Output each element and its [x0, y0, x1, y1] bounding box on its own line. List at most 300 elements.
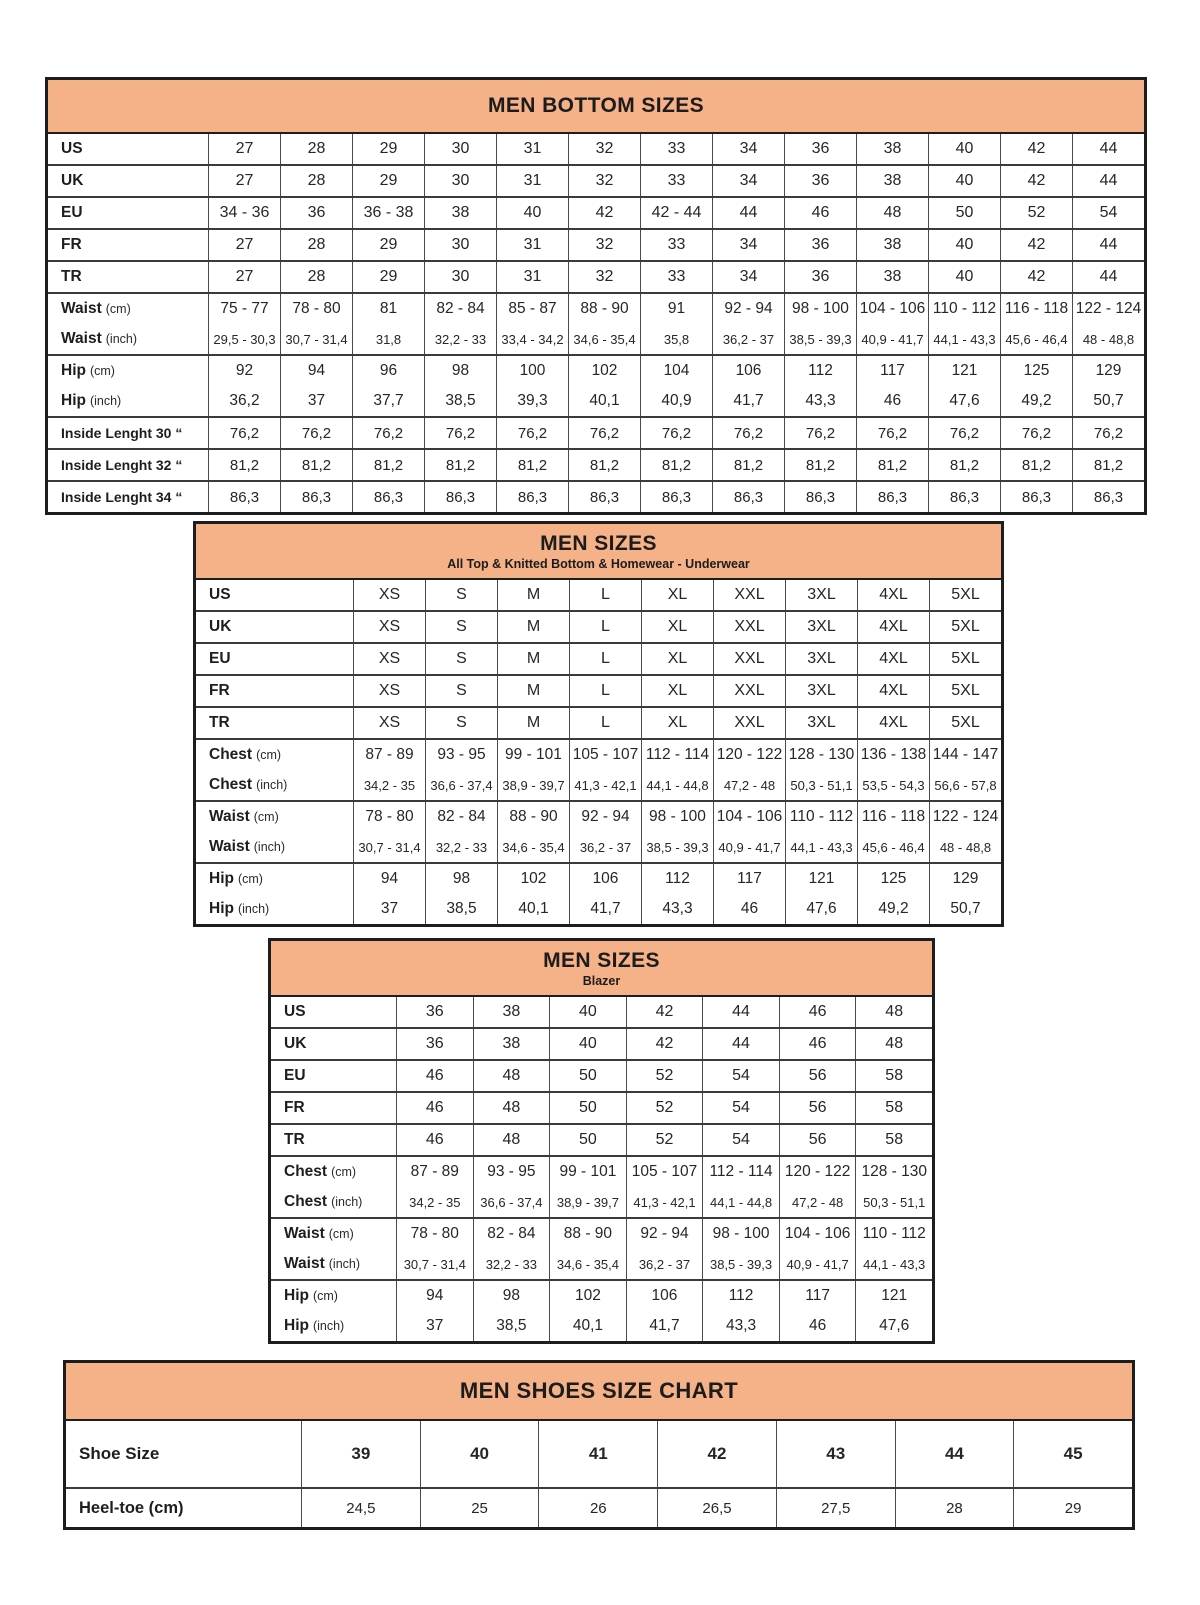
value-cell: 4XL [857, 580, 929, 610]
value-cell: XL [641, 676, 713, 706]
value-cell: 5XL [929, 580, 1001, 610]
value-cell: 81,2 [424, 450, 496, 480]
row-label: UK [209, 618, 232, 635]
value-cell: 96 [352, 356, 424, 386]
value-cell: 32 [568, 262, 640, 292]
table-row [48, 418, 1144, 448]
value-cell: 50,3 - 51,1 [785, 770, 857, 800]
value-cell: 42 [657, 1421, 776, 1487]
value-cell: 76,2 [280, 418, 352, 448]
row-label-cell [271, 1187, 396, 1217]
row-label: Hip [61, 392, 86, 409]
row-group [48, 260, 1144, 292]
value-cell: 106 [569, 864, 641, 894]
value-cell: 121 [785, 864, 857, 894]
value-cell: 46 [396, 1093, 473, 1123]
row-label: UK [284, 1035, 307, 1052]
value-cell: 28 [895, 1489, 1014, 1527]
value-cell: 32,2 - 33 [425, 832, 497, 862]
value-cell: 37 [280, 386, 352, 416]
value-cell: 41,3 - 42,1 [626, 1187, 703, 1217]
row-unit: (cm) [312, 1289, 338, 1303]
value-cell: 94 [280, 356, 352, 386]
value-cell: 121 [855, 1281, 932, 1311]
value-cell: L [569, 676, 641, 706]
row-unit: (inch) [237, 902, 270, 916]
value-cell: 44 [1072, 166, 1144, 196]
value-cell: 76,2 [1000, 418, 1072, 448]
row-label: EU [61, 204, 83, 221]
value-cell: 125 [1000, 356, 1072, 386]
row-group [271, 1155, 932, 1217]
value-cell: 33 [640, 262, 712, 292]
row-group [48, 164, 1144, 196]
row-label: Heel-toe (cm) [79, 1498, 184, 1517]
value-cell: 34,2 - 35 [353, 770, 425, 800]
value-cell: 50,7 [1072, 386, 1144, 416]
value-cell: 117 [713, 864, 785, 894]
value-cell: 52 [626, 1125, 703, 1155]
table-row [271, 1093, 932, 1123]
value-cell: 78 - 80 [280, 294, 352, 324]
table-row [271, 1125, 932, 1155]
value-cell: 54 [702, 1061, 779, 1091]
value-cell: XL [641, 644, 713, 674]
value-cell: 43,3 [702, 1311, 779, 1341]
value-cell: 92 [208, 356, 280, 386]
value-cell: 40 [928, 134, 1000, 164]
value-cell: 33 [640, 134, 712, 164]
value-cell: 76,2 [208, 418, 280, 448]
value-cell: 27 [208, 262, 280, 292]
value-cell: 76,2 [928, 418, 1000, 448]
row-label-cell [48, 418, 208, 448]
value-cell: 24,5 [301, 1489, 420, 1527]
row-unit: (inch) [253, 840, 286, 854]
row-group [196, 580, 1001, 610]
value-cell: 144 - 147 [929, 740, 1001, 770]
value-cell: 98 - 100 [784, 294, 856, 324]
table-row [271, 1157, 932, 1187]
value-cell: 81,2 [352, 450, 424, 480]
value-cell: 38,5 - 39,3 [702, 1249, 779, 1279]
value-cell: 110 - 112 [855, 1219, 932, 1249]
value-cell: 4XL [857, 708, 929, 738]
value-cell: 32,2 - 33 [473, 1249, 550, 1279]
row-unit: (inch) [105, 332, 138, 346]
value-cell: XXL [713, 676, 785, 706]
value-cell: 34 - 36 [208, 198, 280, 228]
value-cell: 48 - 48,8 [929, 832, 1001, 862]
row-label: UK [61, 172, 84, 189]
value-cell: 120 - 122 [779, 1157, 856, 1187]
value-cell: 76,2 [712, 418, 784, 448]
value-cell: 47,2 - 48 [779, 1187, 856, 1217]
value-cell: 34,2 - 35 [396, 1187, 473, 1217]
value-cell: 36,6 - 37,4 [473, 1187, 550, 1217]
value-cell: 42 [568, 198, 640, 228]
row-group [196, 642, 1001, 674]
value-cell: 85 - 87 [496, 294, 568, 324]
row-group [196, 706, 1001, 738]
value-cell: 100 [496, 356, 568, 386]
row-label-cell [66, 1421, 301, 1487]
row-label: TR [284, 1131, 305, 1148]
value-cell: 86,3 [712, 482, 784, 512]
table-subtitle: All Top & Knitted Bottom & Homewear - Underwear [447, 556, 750, 571]
row-label-cell [48, 324, 208, 354]
value-cell: 36 [396, 1029, 473, 1059]
value-cell: 3XL [785, 708, 857, 738]
row-label: Hip [209, 900, 234, 917]
value-cell: 41 [538, 1421, 657, 1487]
value-cell: 40,1 [549, 1311, 626, 1341]
value-cell: 86,3 [1000, 482, 1072, 512]
value-cell: 93 - 95 [425, 740, 497, 770]
value-cell: 29 [352, 262, 424, 292]
value-cell: 38,9 - 39,7 [549, 1187, 626, 1217]
row-group [271, 997, 932, 1027]
value-cell: 38 [473, 997, 550, 1027]
value-cell: 28 [280, 134, 352, 164]
value-cell: 81,2 [280, 450, 352, 480]
row-group [196, 800, 1001, 862]
value-cell: 121 [928, 356, 1000, 386]
table-row [196, 580, 1001, 610]
row-label-cell [48, 386, 208, 416]
value-cell: 46 [713, 894, 785, 924]
row-label: TR [61, 268, 82, 285]
value-cell: 30,7 - 31,4 [280, 324, 352, 354]
value-cell: 36,2 [208, 386, 280, 416]
value-cell: 88 - 90 [497, 802, 569, 832]
table-row [196, 894, 1001, 924]
value-cell: 81,2 [208, 450, 280, 480]
value-cell: 50 [549, 1093, 626, 1123]
row-label: US [61, 140, 83, 157]
value-cell: 128 - 130 [785, 740, 857, 770]
row-group [48, 448, 1144, 480]
value-cell: L [569, 580, 641, 610]
value-cell: 40 [496, 198, 568, 228]
value-cell: S [425, 676, 497, 706]
value-cell: 81,2 [784, 450, 856, 480]
table-row [196, 708, 1001, 738]
value-cell: 40,9 - 41,7 [856, 324, 928, 354]
value-cell: 112 - 114 [641, 740, 713, 770]
row-label-cell [48, 262, 208, 292]
row-label-cell [271, 1311, 396, 1341]
value-cell: 44 [702, 997, 779, 1027]
value-cell: 81,2 [496, 450, 568, 480]
value-cell: 76,2 [640, 418, 712, 448]
value-cell: 36 [784, 166, 856, 196]
value-cell: 34,6 - 35,4 [568, 324, 640, 354]
value-cell: 44 [702, 1029, 779, 1059]
table-men-bottom-sizes [45, 77, 1147, 515]
row-group [48, 134, 1144, 164]
row-unit: (inch) [89, 394, 122, 408]
table-row [196, 644, 1001, 674]
value-cell: 5XL [929, 644, 1001, 674]
value-cell: 50,3 - 51,1 [855, 1187, 932, 1217]
value-cell: 31 [496, 166, 568, 196]
value-cell: 40,1 [497, 894, 569, 924]
row-label: Hip [61, 362, 86, 379]
value-cell: 34,6 - 35,4 [549, 1249, 626, 1279]
row-label: Waist [284, 1225, 325, 1242]
value-cell: 38,5 - 39,3 [641, 832, 713, 862]
value-cell: 40,9 - 41,7 [713, 832, 785, 862]
value-cell: 98 - 100 [641, 802, 713, 832]
value-cell: 44 [712, 198, 784, 228]
table-row [271, 1311, 932, 1341]
value-cell: 110 - 112 [785, 802, 857, 832]
row-label: EU [209, 650, 231, 667]
value-cell: 38,5 [424, 386, 496, 416]
row-label-cell [271, 1093, 396, 1123]
value-cell: XS [353, 708, 425, 738]
value-cell: 33 [640, 230, 712, 260]
row-label-cell [196, 802, 353, 832]
table-row [271, 1187, 932, 1217]
table-row [48, 262, 1144, 292]
table-header [271, 941, 932, 997]
value-cell: 38 [856, 230, 928, 260]
value-cell: XL [641, 708, 713, 738]
value-cell: 29 [352, 134, 424, 164]
row-unit: (inch) [312, 1319, 345, 1333]
value-cell: 86,3 [568, 482, 640, 512]
value-cell: 110 - 112 [928, 294, 1000, 324]
value-cell: 42 [1000, 230, 1072, 260]
value-cell: 41,7 [569, 894, 641, 924]
value-cell: 40 [928, 230, 1000, 260]
value-cell: 48 [473, 1125, 550, 1155]
value-cell: 40,9 [640, 386, 712, 416]
value-cell: 4XL [857, 644, 929, 674]
row-label-cell [196, 676, 353, 706]
value-cell: 36,6 - 37,4 [425, 770, 497, 800]
table-row [271, 1249, 932, 1279]
value-cell: 87 - 89 [353, 740, 425, 770]
table-row [48, 134, 1144, 164]
value-cell: 28 [280, 166, 352, 196]
value-cell: 33 [640, 166, 712, 196]
value-cell: 46 [779, 1311, 856, 1341]
value-cell: 27 [208, 134, 280, 164]
value-cell: 42 [1000, 166, 1072, 196]
value-cell: 4XL [857, 676, 929, 706]
value-cell: 98 [424, 356, 496, 386]
row-label-cell [196, 612, 353, 642]
value-cell: 30 [424, 262, 496, 292]
value-cell: 38,5 - 39,3 [784, 324, 856, 354]
value-cell: 76,2 [424, 418, 496, 448]
value-cell: 36 [784, 230, 856, 260]
table-row [271, 1061, 932, 1091]
table-row [48, 482, 1144, 512]
row-label: Inside Lenght 30 “ [61, 425, 183, 441]
table-row [196, 676, 1001, 706]
value-cell: 48 [856, 198, 928, 228]
value-cell: 94 [396, 1281, 473, 1311]
value-cell: 76,2 [568, 418, 640, 448]
value-cell: 48 [473, 1093, 550, 1123]
value-cell: 81 [352, 294, 424, 324]
row-group [66, 1487, 1132, 1527]
row-group [48, 416, 1144, 448]
value-cell: 54 [1072, 198, 1144, 228]
value-cell: 31,8 [352, 324, 424, 354]
value-cell: 34 [712, 166, 784, 196]
row-unit: (inch) [331, 1195, 363, 1209]
row-group [271, 1279, 932, 1341]
value-cell: 94 [353, 864, 425, 894]
value-cell: 46 [396, 1125, 473, 1155]
value-cell: 58 [855, 1093, 932, 1123]
value-cell: XXL [713, 612, 785, 642]
table-row [196, 802, 1001, 832]
value-cell: 50 [549, 1061, 626, 1091]
row-label: Waist [284, 1255, 325, 1272]
value-cell: 75 - 77 [208, 294, 280, 324]
table-header [48, 80, 1144, 134]
row-label: Waist [209, 808, 250, 825]
value-cell: 47,6 [855, 1311, 932, 1341]
value-cell: 42 - 44 [640, 198, 712, 228]
row-label: EU [284, 1067, 306, 1084]
value-cell: L [569, 644, 641, 674]
value-cell: 38,9 - 39,7 [497, 770, 569, 800]
value-cell: 41,7 [626, 1311, 703, 1341]
value-cell: 30 [424, 134, 496, 164]
row-label-cell [48, 166, 208, 196]
value-cell: 52 [626, 1061, 703, 1091]
value-cell: XS [353, 580, 425, 610]
row-label-cell [196, 832, 353, 862]
value-cell: 36 [784, 262, 856, 292]
row-group [48, 354, 1144, 416]
row-label-cell [271, 1281, 396, 1311]
table-men-sizes-blazer [268, 938, 935, 1344]
row-label-cell [196, 894, 353, 924]
value-cell: 37,7 [352, 386, 424, 416]
value-cell: 41,7 [712, 386, 784, 416]
value-cell: 4XL [857, 612, 929, 642]
value-cell: XL [641, 580, 713, 610]
value-cell: 32 [568, 230, 640, 260]
row-label-cell [271, 1219, 396, 1249]
value-cell: 36 [396, 997, 473, 1027]
row-label-cell [196, 864, 353, 894]
value-cell: 27 [208, 166, 280, 196]
value-cell: 81,2 [928, 450, 1000, 480]
row-unit: (cm) [331, 1165, 357, 1179]
value-cell: 105 - 107 [569, 740, 641, 770]
row-label: Chest [209, 746, 253, 763]
value-cell: 36,2 - 37 [569, 832, 641, 862]
value-cell: 122 - 124 [929, 802, 1001, 832]
value-cell: M [497, 580, 569, 610]
row-group [271, 1027, 932, 1059]
value-cell: 38 [856, 166, 928, 196]
value-cell: 82 - 84 [425, 802, 497, 832]
row-label: Shoe Size [79, 1444, 160, 1463]
value-cell: XL [641, 612, 713, 642]
value-cell: 40 [928, 166, 1000, 196]
value-cell: 86,3 [856, 482, 928, 512]
value-cell: 25 [420, 1489, 539, 1527]
value-cell: 78 - 80 [396, 1219, 473, 1249]
value-cell: 86,3 [208, 482, 280, 512]
value-cell: 37 [353, 894, 425, 924]
value-cell: 88 - 90 [549, 1219, 626, 1249]
value-cell: 42 [1000, 262, 1072, 292]
row-label: Hip [209, 870, 234, 887]
table-title: MEN BOTTOM SIZES [487, 94, 705, 117]
row-label-cell [271, 1029, 396, 1059]
row-label-cell [196, 644, 353, 674]
value-cell: 98 - 100 [702, 1219, 779, 1249]
value-cell: 129 [929, 864, 1001, 894]
value-cell: M [497, 612, 569, 642]
table-row [196, 832, 1001, 862]
value-cell: 47,6 [785, 894, 857, 924]
table-row [66, 1489, 1132, 1527]
value-cell: 31 [496, 230, 568, 260]
value-cell: 40 [549, 997, 626, 1027]
value-cell: 5XL [929, 708, 1001, 738]
row-label-cell [196, 708, 353, 738]
table-row [271, 1219, 932, 1249]
value-cell: 28 [280, 230, 352, 260]
row-group [48, 480, 1144, 512]
row-group [48, 228, 1144, 260]
table-row [196, 864, 1001, 894]
table-row [66, 1421, 1132, 1487]
row-group [271, 1091, 932, 1123]
value-cell: 81,2 [640, 450, 712, 480]
value-cell: 86,3 [1072, 482, 1144, 512]
value-cell: 31 [496, 262, 568, 292]
table-title: MEN SIZES [540, 531, 657, 555]
value-cell: M [497, 644, 569, 674]
value-cell: 136 - 138 [857, 740, 929, 770]
value-cell: S [425, 708, 497, 738]
value-cell: 39,3 [496, 386, 568, 416]
value-cell: 44 [1072, 262, 1144, 292]
table-row [196, 770, 1001, 800]
table-row [48, 324, 1144, 354]
value-cell: 29 [352, 230, 424, 260]
value-cell: 129 [1072, 356, 1144, 386]
value-cell: 58 [855, 1125, 932, 1155]
value-cell: 29 [352, 166, 424, 196]
row-label-cell [66, 1489, 301, 1527]
row-label: Hip [284, 1287, 309, 1304]
value-cell: 86,3 [352, 482, 424, 512]
table-row [271, 997, 932, 1027]
row-label: Waist [61, 330, 102, 347]
value-cell: 86,3 [424, 482, 496, 512]
row-unit: (cm) [89, 364, 115, 378]
value-cell: 47,2 - 48 [713, 770, 785, 800]
row-group [66, 1421, 1132, 1487]
value-cell: 98 [473, 1281, 550, 1311]
value-cell: 30 [424, 230, 496, 260]
value-cell: 26 [538, 1489, 657, 1527]
